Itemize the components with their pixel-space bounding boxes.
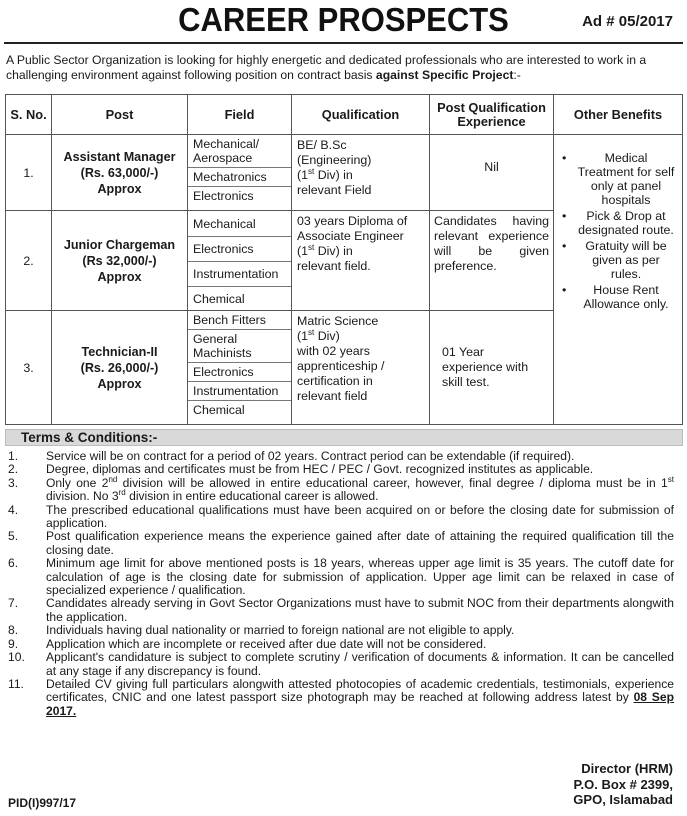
field-item: Instrumentation [188,262,291,287]
row-fields [188,135,292,211]
table-row [6,135,683,211]
header-sno: S. No. [6,95,52,135]
terms-list [8,450,674,718]
term-item [8,624,674,637]
row-sno: 1. [6,135,52,211]
experience-text: Candidates having relevant experience will be given preference. [434,214,549,273]
qualification-line: 03 years Diploma of [297,214,408,228]
row-sno: 3. [6,311,52,425]
post-approx: Approx [97,181,142,196]
term-number: 7. [8,596,19,611]
intro-bold-text: against Specific Project [375,68,514,82]
post-title: Assistant Manager [63,149,176,164]
terms-heading-bar [5,429,683,446]
row-post [52,211,188,311]
header-benefits: Other Benefits [554,95,683,135]
field-item: Bench Fitters [188,311,291,330]
term-text: Application which are incomplete or received after due date will not be considered. [46,636,487,651]
term-item [8,638,674,651]
terms-heading: Terms & Conditions:- [21,430,158,445]
term-text: Individuals having dual nationality or married to foreign national are not eligible to apply. [46,623,515,638]
term-item [8,557,674,597]
pid-number: PID(I)997/17 [8,796,77,810]
term-item [8,474,674,504]
row-fields [188,211,292,311]
term-text: Detailed CV giving full particulars alongwith attested photocopies of academic credentials, testimonials, experience certificates, CNIC and one latest passport size photograph may be reached at following address latest by [46,676,674,705]
header [0,0,687,44]
term-text: Candidates already serving in Govt Sector Organizations must have to submit NOC from their departments alongwith the application. [46,596,674,624]
signature-po-box: P.O. Box # 2399, [573,776,673,792]
field-item: Chemical [193,403,245,417]
field-item: Electronics [193,189,254,203]
intro-paragraph [6,53,682,83]
experience-text: Nil [484,159,499,174]
post-title: Technician-II [81,344,158,359]
term-text: The prescribed educational qualifications must have been acquired on or before the closing date for submission of application. [46,502,674,531]
row-experience [430,135,554,211]
term-text: Applicant's candidature is subject to complete scrutiny / verification of documents & information. It can be cancelled at any stage if any discrepancy is found. [46,650,674,678]
benefit-item: • Pick & Drop at designated route. [562,209,676,237]
qualification-line: relevant field. [297,259,371,273]
term-text: Minimum age limit for above mentioned posts is 18 years, whereas upper age limit is 35 years. The cutoff date for calculation of age is the closing date for submission of application. Upper age limit can be relaxed in case of specialized experience / qualification. [46,556,674,598]
post-approx: Approx [97,376,142,391]
qualification-line: (1st Div) [297,327,340,343]
qualification-line: apprenticeship / [297,359,385,373]
positions-table [5,94,683,425]
term-number: 1. [8,449,19,463]
qualification-line: Associate Engineer [297,229,404,243]
term-number: 5. [8,529,19,544]
row-experience [430,311,554,425]
field-item: General Machinists [188,330,291,363]
signature-designation: Director (HRM) [581,761,673,776]
row-qualification [292,311,430,425]
post-salary: (Rs. 26,000/-) [80,360,159,375]
intro-suffix: :- [513,68,521,82]
header-divider [4,42,683,44]
term-number: 10. [8,650,25,665]
row-experience [430,211,554,311]
qualification-line: relevant field [297,389,368,403]
ad-number: Ad # 05/2017 [582,13,673,30]
post-approx: Approx [97,269,142,284]
field-item: Mechatronics [188,168,291,187]
closing-date: 08 Sep 2017. [46,690,674,718]
row-sno: 2. [6,211,52,311]
field-item: Chemical [193,292,245,306]
row-qualification [292,135,430,211]
term-text: Degree, diplomas and certificates must be from HEC / PEC / Govt. recognized institutes as applicable. [46,462,594,477]
header-qualification: Qualification [292,95,430,135]
qualification-line: BE/ B.Sc [297,138,347,152]
benefit-item: • Medical Treatment for self only at panel hospitals [562,151,676,207]
field-item: Instrumentation [188,382,291,401]
term-item [8,678,674,718]
term-number: 4. [8,502,19,517]
qualification-line: relevant Field [297,183,372,197]
qualification-line: (1st Div) in [297,166,353,182]
term-number: 9. [8,636,19,651]
term-number: 6. [8,556,19,571]
row-post [52,311,188,425]
qualification-line: (Engineering) [297,153,372,167]
term-text: Only one 2nd division will be allowed in entire educational career, however, final degree / diploma must be in 1st division. No 3rd division in entire educational career is allowed. [46,474,674,504]
field-item: Mechanical [188,211,291,237]
field-item: Electronics [188,363,291,382]
header-experience: Post Qualification Experience [430,95,554,135]
benefit-item: • House Rent Allowance only. [562,283,676,311]
benefit-item: • Gratuity will be given as per rules. [562,239,676,281]
intro-text: A Public Sector Organization is looking for highly energetic and dedicated professionals who are interested to work in a challenging environment against following position on contract basis [6,53,647,82]
qualification-line: with 02 years [297,344,371,358]
term-item [8,504,674,531]
table-header-row [6,95,683,135]
term-item [8,450,674,463]
term-item [8,530,674,557]
field-item: Electronics [188,237,291,262]
signature-city: GPO, Islamabad [573,792,673,807]
experience-text: 01 Year experience with skill test. [442,345,529,389]
row-fields [188,311,292,425]
term-number: 3. [8,475,19,490]
term-number: 11. [8,676,24,691]
post-title: Junior Chargeman [63,237,176,252]
post-salary: (Rs 32,000/-) [82,253,157,268]
page-title: CAREER PROSPECTS [178,0,509,39]
row-post [52,135,188,211]
term-item [8,651,674,678]
qualification-line: Matric Science [297,314,379,328]
post-salary: (Rs. 63,000/-) [80,165,159,180]
qualification-line: certification in [297,374,373,388]
field-item: Mechanical/ Aerospace [188,135,291,168]
term-number: 2. [8,462,19,477]
header-field: Field [188,95,292,135]
term-text: Post qualification experience means the experience gained after date of attaining the required qualification till the closing date. [46,529,674,557]
qualification-line: (1st Div) in [297,242,353,258]
term-number: 8. [8,623,19,638]
term-text: Service will be on contract for a period of 02 years. Contract period can be extendable (if required). [46,449,575,463]
benefits-cell [554,135,683,425]
header-post: Post [52,95,188,135]
benefits-list [562,151,676,311]
row-qualification [292,211,430,311]
term-item [8,597,674,624]
signature-block [573,761,673,808]
